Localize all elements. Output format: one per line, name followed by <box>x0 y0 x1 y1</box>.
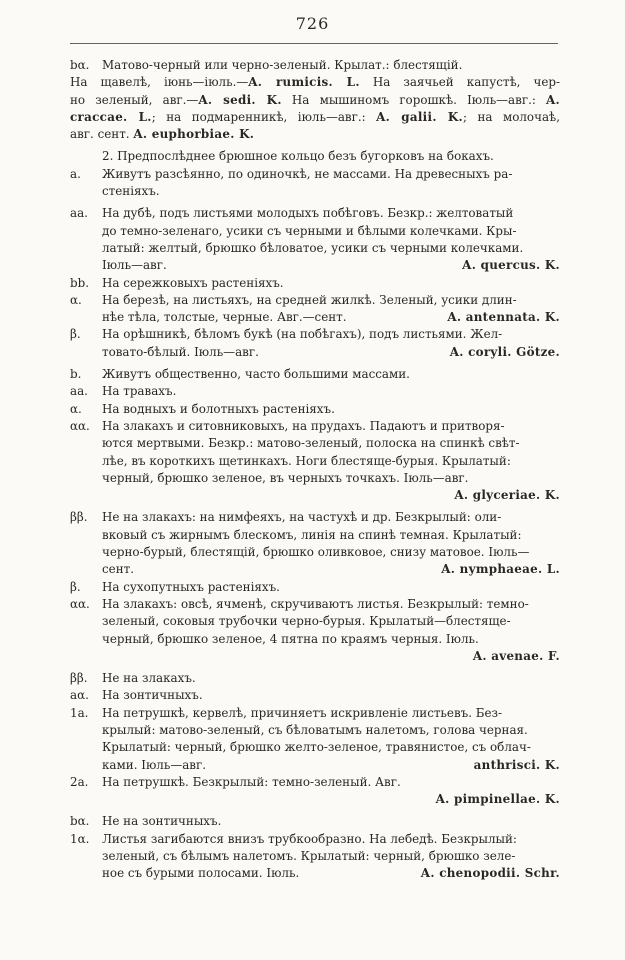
line-text: На травахъ. <box>102 384 177 399</box>
line-text: 2. Предпослѣднее брюшное кольцо безъ бугорковъ на бокахъ. <box>102 149 494 164</box>
text-line <box>70 487 560 504</box>
species-name: craccae. L. <box>70 109 152 124</box>
line-text: но зеленый, авг.— <box>70 92 199 107</box>
text-line <box>70 205 560 222</box>
item-label: α. <box>70 292 82 307</box>
line-text: зеленый, соковыя трубочки черно-бурыя. Крылатый—блестяще- <box>102 614 511 629</box>
line-text: крылый: матово-зеленый, съ бѣловатымъ налетомъ, голова черная. <box>102 722 528 737</box>
line-text: На сережковыхъ растеніяхъ. <box>102 275 284 290</box>
text-line <box>70 92 560 109</box>
species-name: A. rumicis. L. <box>248 75 360 90</box>
species-name: A. antennata. K. <box>447 310 560 325</box>
line-text: ; на молочаѣ, <box>462 109 560 124</box>
text-line <box>70 561 560 578</box>
species-name: A. quercus. K. <box>462 258 560 273</box>
text-line <box>70 183 560 200</box>
line-text: На петрушкѣ. Безкрылый: темно-зеленый. Авг. <box>102 774 401 789</box>
line-text: На мышиномъ горошкѣ. Іюль—авг.: <box>281 92 547 107</box>
species-name: A. glyceriae. K. <box>454 488 560 503</box>
line-text: ются мертвыми. Безкр.: матово-зеленый, полоска на спинкѣ свѣт- <box>102 436 520 451</box>
line-text: сент. <box>102 562 134 577</box>
text-line <box>70 240 560 257</box>
text-line <box>70 631 560 648</box>
text-line <box>70 670 560 687</box>
text-line <box>70 579 560 596</box>
line-text: Крылатый: черный, брюшко желто-зеленое, травянистое, съ облач- <box>102 740 531 755</box>
text-line <box>70 166 560 183</box>
text-line <box>70 257 560 274</box>
text-line <box>70 109 560 126</box>
line-text: авг. сент. <box>70 127 134 142</box>
line-text: Не на зонтичныхъ. <box>102 814 222 829</box>
item-label: a. <box>70 166 81 181</box>
item-label: αα. <box>70 418 90 433</box>
line-text: стеніяхъ. <box>102 184 160 199</box>
text-line <box>70 453 560 470</box>
item-label: b. <box>70 367 82 382</box>
text-line <box>70 613 560 630</box>
text-line <box>70 865 560 882</box>
item-label: bα. <box>70 814 90 829</box>
text-line <box>70 126 560 143</box>
header-rule <box>70 43 558 44</box>
text-line <box>70 470 560 487</box>
text-line <box>70 813 560 830</box>
item-label: ββ. <box>70 671 88 686</box>
text-line <box>70 544 560 561</box>
line-text: ное съ бурыми полосами. Іюль. <box>102 866 300 881</box>
text-line <box>70 383 560 400</box>
item-label: aa. <box>70 384 88 399</box>
species-name: A. euphorbiae. K. <box>133 127 255 142</box>
page-text <box>70 57 560 883</box>
species-name: A. coryli. Götze. <box>449 344 560 359</box>
text-line <box>70 774 560 791</box>
text-line <box>70 326 560 343</box>
species-name: A. pimpinellae. K. <box>435 792 560 807</box>
species-name: A. nymphaeae. L. <box>441 562 560 577</box>
line-text: На злакахъ и ситовниковыхъ, на прудахъ. Падаютъ и притворя- <box>102 418 505 433</box>
text-line <box>70 687 560 704</box>
line-text: Листья загибаются внизъ трубкообразно. На лебедѣ. Безкрылый: <box>102 831 517 846</box>
text-line <box>70 74 560 91</box>
line-text: до темно-зеленаго, усики съ черными и бѣлыми колечками. Кры- <box>102 223 517 238</box>
line-text: Живутъ разсѣянно, по одиночкѣ, не массами. На древесныхъ ра- <box>102 166 513 181</box>
species-name: A. sedi. K. <box>198 92 282 107</box>
line-text: черный, брюшко зеленое, 4 пятна по краямъ черныя. Іюль. <box>102 631 479 646</box>
text-line <box>70 791 560 808</box>
line-text: Матово-черный или черно-зеленый. Крылат.: блестящій. <box>102 58 463 72</box>
species-name: A. chenopodii. Schr. <box>420 866 560 881</box>
text-line <box>70 309 560 326</box>
line-text: На водныхъ и болотныхъ растеніяхъ. <box>102 401 335 416</box>
line-text: черно-бурый, блестящій, брюшко оливковое, снизу матовое. Іюль— <box>102 545 530 560</box>
line-text: товато-бѣлый. Іюль—авг. <box>102 344 259 359</box>
item-label: bb. <box>70 275 90 290</box>
text-line <box>70 509 560 526</box>
text-line <box>70 223 560 240</box>
text-line <box>70 648 560 665</box>
text-line <box>70 739 560 756</box>
text-line <box>70 705 560 722</box>
line-text: На петрушкѣ, кервелѣ, причиняетъ искривленіе листьевъ. Без- <box>102 705 503 720</box>
text-line <box>70 757 560 774</box>
text-line <box>70 344 560 361</box>
item-label: ββ. <box>70 510 88 525</box>
item-label: 1α. <box>70 831 90 846</box>
line-text: Іюль—авг. <box>102 258 167 273</box>
line-text: На дубѣ, подъ листьями молодыхъ побѣговъ. Безкр.: желтоватый <box>102 206 514 221</box>
text-line <box>70 275 560 292</box>
text-line <box>70 435 560 452</box>
line-text: На заячьей капустѣ, чер- <box>359 75 560 90</box>
text-line <box>70 831 560 848</box>
line-text: На орѣшникѣ, бѣломъ букѣ (на побѣгахъ), подъ листьями. Жел- <box>102 327 503 342</box>
species-name: A. galii. K. <box>376 109 463 124</box>
species-name: A. avenae. F. <box>472 648 560 663</box>
text-line <box>70 292 560 309</box>
line-text: зеленый, съ бѣлымъ налетомъ. Крылатый: черный, брюшко зеле- <box>102 849 516 864</box>
item-label: α. <box>70 401 82 416</box>
line-text: На березѣ, на листьяхъ, на средней жилкѣ. Зеленый, усики длин- <box>102 292 517 307</box>
line-text: На щавелѣ, іюнь—іюль.— <box>70 75 249 90</box>
line-text: лѣе, въ короткихъ щетинкахъ. Ноги блестяще-бурыя. Крылатый: <box>102 453 511 468</box>
item-label: β. <box>70 327 81 342</box>
line-text: черный, брюшко зеленое, въ черныхъ точкахъ. Іюль—авг. <box>102 470 469 485</box>
line-text: На зонтичныхъ. <box>102 688 203 703</box>
item-label: 2a. <box>70 774 89 789</box>
text-line <box>70 722 560 739</box>
text-line <box>70 596 560 613</box>
item-label: αα. <box>70 596 90 611</box>
item-label: bα. <box>70 58 90 72</box>
line-text: На злакахъ: овсѣ, ячменѣ, скручиваютъ листья. Безкрылый: темно- <box>102 596 529 611</box>
text-line <box>70 366 560 383</box>
text-line <box>70 418 560 435</box>
item-label: β. <box>70 579 81 594</box>
page-number: 726 <box>295 14 330 33</box>
line-text: вковый съ жирнымъ блескомъ, линія на спинѣ темная. Крылатый: <box>102 527 522 542</box>
text-line <box>70 57 560 74</box>
item-label: 1a. <box>70 705 89 720</box>
text-line <box>70 527 560 544</box>
line-text: нѣе тѣла, толстые, черные. Авг.—сент. <box>102 310 347 325</box>
line-text: латый: желтый, брюшко бѣловатое, усики съ черными колечками. <box>102 240 524 255</box>
line-text: Не на злакахъ. <box>102 671 196 686</box>
text-line <box>70 401 560 418</box>
item-label: aα. <box>70 688 89 703</box>
line-text: На сухопутныхъ растеніяхъ. <box>102 579 280 594</box>
line-text: Не на злакахъ: на нимфеяхъ, на частухѣ и др. Безкрылый: оли- <box>102 510 502 525</box>
line-text: Живутъ общественно, часто большими массами. <box>102 367 410 382</box>
line-text: ; на подмаренникѣ, іюль—авг.: <box>151 109 377 124</box>
species-name: anthrisci. K. <box>473 757 560 772</box>
item-label: aa. <box>70 206 88 221</box>
line-text: ками. Іюль—авг. <box>102 757 207 772</box>
text-line <box>70 848 560 865</box>
text-line <box>70 148 560 165</box>
species-name: A. <box>546 92 560 107</box>
